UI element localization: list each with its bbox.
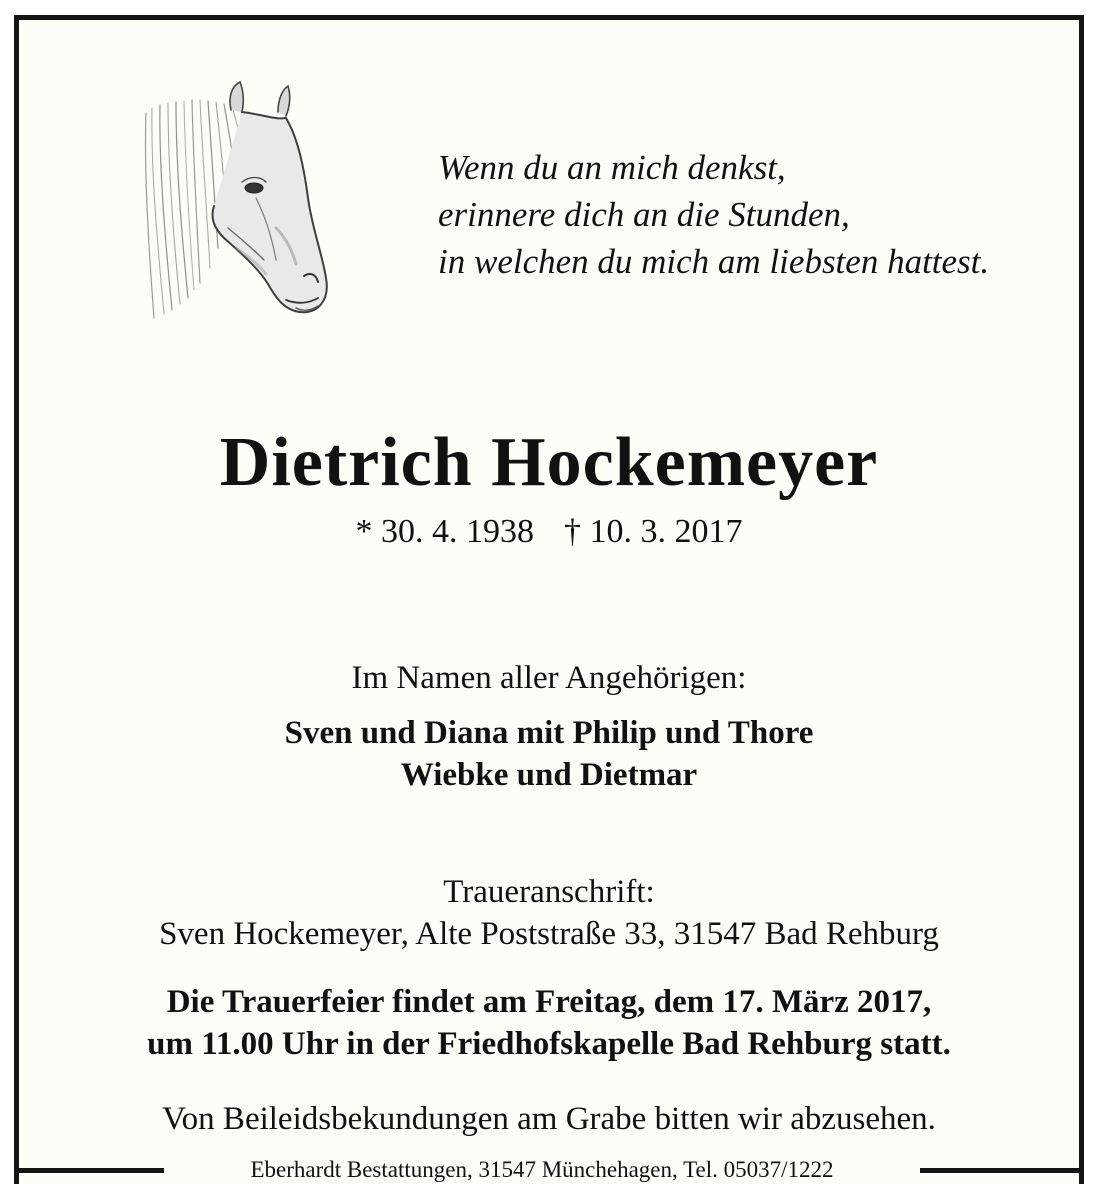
funeral-home-footer: Eberhardt Bestattungen, 31547 Münchehagen, Tel. 05037/1222	[164, 1156, 920, 1184]
family-line: Sven und Diana mit Philip und Thore	[284, 715, 814, 751]
death-date: † 10. 3. 2017	[564, 513, 743, 550]
birth-date: * 30. 4. 1938	[355, 513, 534, 550]
family-names	[30, 712, 1068, 796]
poem-line: erinnere dich an die Stunden,	[438, 195, 850, 234]
ceremony-line: um 11.00 Uhr in der Friedhofskapelle Bad Rehburg statt.	[147, 1026, 951, 1062]
family-line: Wiebke und Dietmar	[400, 757, 698, 793]
family-intro: Im Namen aller Angehörigen:	[351, 660, 747, 696]
horse-head-icon	[136, 78, 336, 328]
address-label: Traueranschrift:	[443, 874, 655, 910]
condolence-note: Von Beileidsbekundungen am Grabe bitten wir abzusehen.	[162, 1101, 936, 1137]
life-dates	[30, 510, 1068, 554]
ceremony-line: Die Trauerfeier findet am Freitag, dem 17. März 2017,	[166, 984, 932, 1020]
address-line: Sven Hockemeyer, Alte Poststraße 33, 31547 Bad Rehburg	[159, 916, 939, 952]
deceased-name: Dietrich Hockemeyer	[219, 424, 879, 501]
poem-verse	[438, 144, 1058, 285]
frame-bottom-left	[14, 1168, 164, 1173]
frame-bottom-right	[920, 1168, 1084, 1173]
poem-line: in welchen du mich am liebsten hattest.	[438, 242, 990, 281]
ceremony-notice	[30, 981, 1068, 1065]
poem-line: Wenn du an mich denkst,	[438, 148, 786, 187]
